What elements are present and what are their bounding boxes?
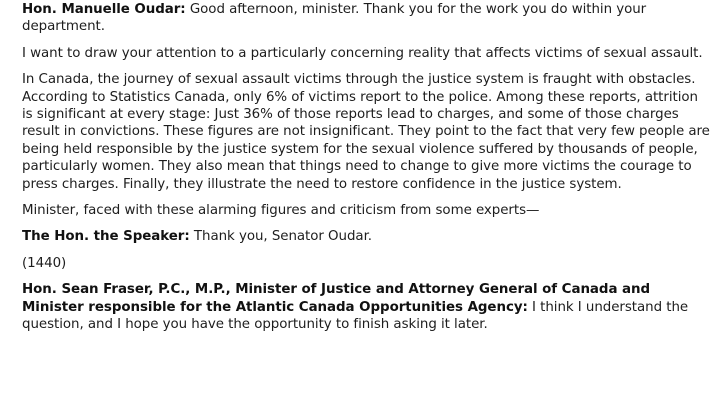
statement-text: Good afternoon, minister. Thank you for the work you do within your department. <box>22 2 647 35</box>
oudar-statement-continued: I want to draw your attention to a particularly concerning reality that affects victims of sexual assault. <box>22 45 703 61</box>
statement-text: I think I understand the question, and I hope you have the opportunity to finish asking it later. <box>22 299 689 333</box>
speaker-name: The Hon. the Speaker: <box>22 229 190 245</box>
oudar-question-paragraph: Minister, faced with these alarming figures and criticism from some experts— <box>22 203 540 219</box>
fraser-response <box>22 281 711 333</box>
speaker-name: Hon. Manuelle Oudar: <box>22 2 186 17</box>
oudar-statistics-paragraph: In Canada, the journey of sexual assault victims through the justice system is fraught with obstacles. According to Statistics Canada, only 6% of victims report to the police. Among these reports, attrition is significant at every stage: Just 36% of those reports lead to charges, and some of those charges result in convictions. These figures are not insignificant. They point to the fact that very few people are being held responsible by the justice system for the sexual violence suffered by thousands of people, particularly women. They also mean that things need to change to give more victims the courage to press charges. Finally, they illustrate the need to restore confidence in the justice system. <box>22 72 710 192</box>
time-marker: (1440) <box>22 255 67 271</box>
statement-text: Thank you, Senator Oudar. <box>189 229 373 245</box>
speaker-name: Hon. Sean Fraser, P.C., M.P., Minister of Justice and Attorney General of Canada and Minister responsible for the Atlantic Canada Opportunities Agency: <box>22 282 651 315</box>
speaker-intervention <box>22 228 711 245</box>
oudar-statement <box>22 1 711 36</box>
